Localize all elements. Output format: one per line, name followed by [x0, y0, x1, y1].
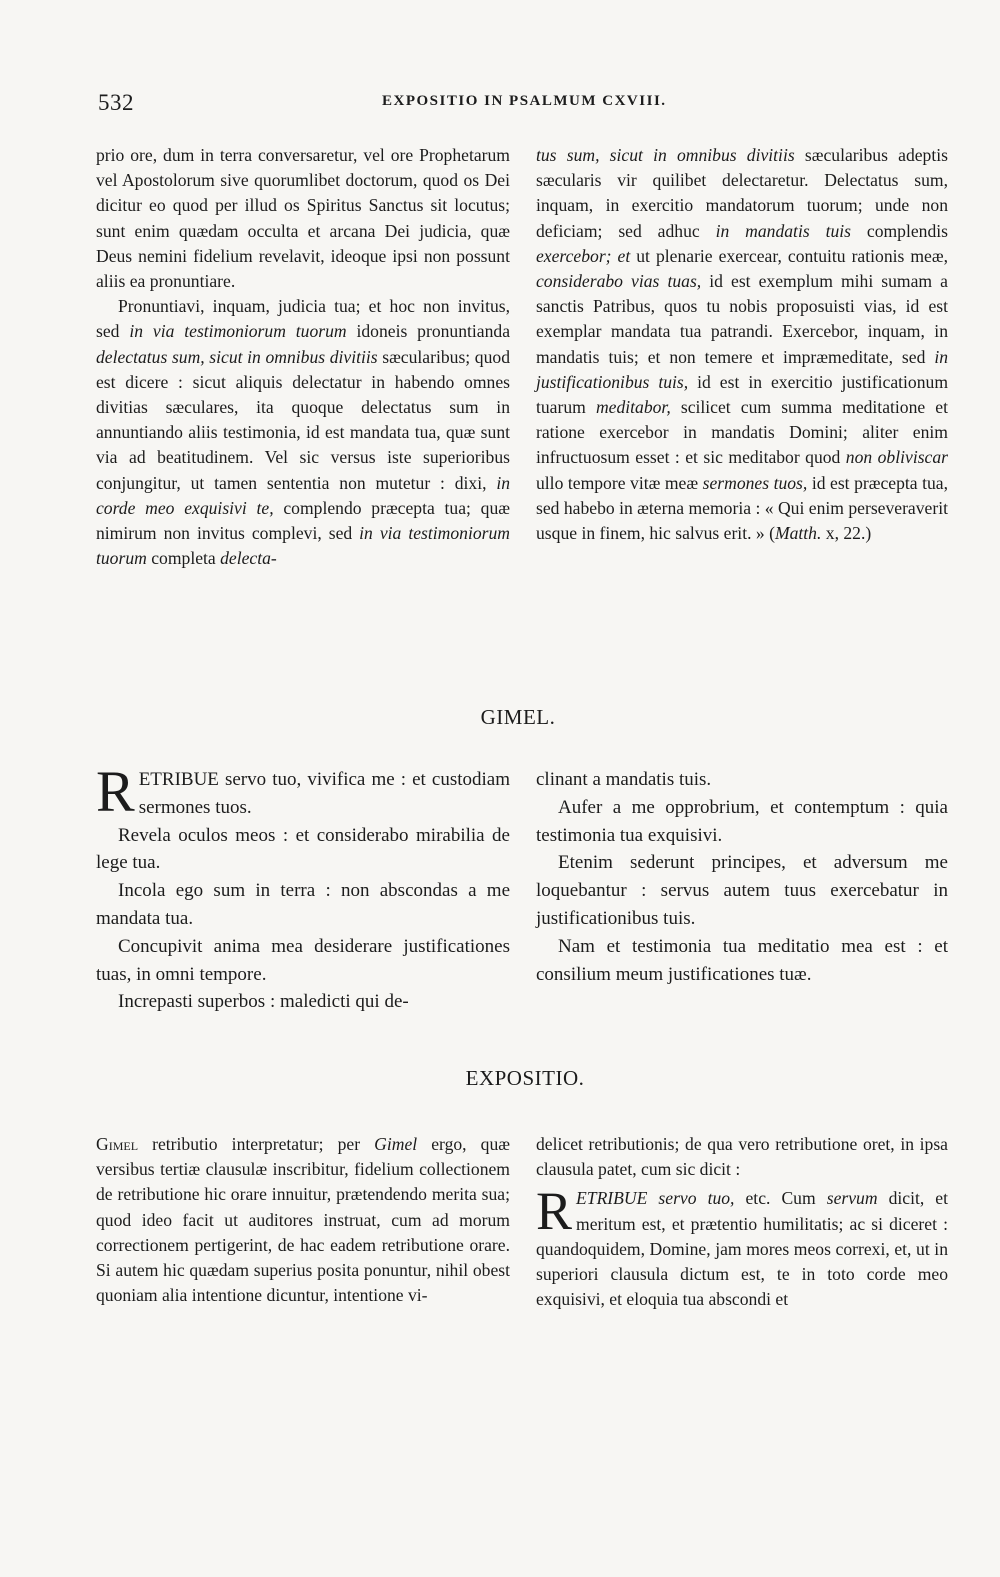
- expositio-left-column: [96, 1132, 510, 1308]
- psalm-verse: Increpasti superbos : maledicti qui de-: [118, 991, 409, 1013]
- section-heading-expositio: EXPOSITIO.: [465, 1066, 585, 1090]
- psalm-left-column: [96, 759, 510, 1016]
- paragraph: tus sum, sicut in omnibus divitiis sæcularibus adeptis sæcularis vir quilibet delectaretur. Delectatus sum, inquam, in exercitio mandatorum tuorum; unde non deficiam; sed adhuc in mandatis tuis complendis exercebor; et ut plenarie exercear, contuitu rationis meæ, considerabo vias tuas, id est exemplum mihi sumam a sanctis Patribus, quos tu nobis proposuisti vias, id est exemplar mandata tua patrandi. Exercebor, inquam, in mandatis tuis; et non temere et impræmeditate, sed in justificationibus tuis, id est in exercitio justificationum tuarum meditabor, scilicet cum summa meditatione et ratione exercebor in mandatis Domini; aliter enim infructuosum esset : et sic meditabor quod non obliviscar ullo tempore vitæ meæ sermones tuos, id est præcepta tua, sed habebo in æterna memoria : « Qui enim perseveraverit usque in finem, hic salvus erit. » (Matth. x, 22.): [536, 145, 949, 544]
- drop-cap: R: [96, 759, 135, 824]
- running-title: EXPOSITIO IN PSALMUM CXVIII.: [382, 93, 667, 109]
- top-left-column: [96, 143, 510, 571]
- section-heading-gimel: GIMEL.: [480, 705, 556, 729]
- paragraph-text: ETRIBUE servo tuo, etc. Cum servum dicit, et meritum est, et prætentio humilitatis; ac si diceret : quandoquidem, Domine, jam mores meos correxi, et, ut in superiori clausula dictum est, te in toto corde meo exquisivi, et eloquia tua abscondi et: [536, 1188, 948, 1310]
- psalm-verse: Etenim sederunt principes, et adversum me loquebantur : servus autem tuus exercebatur in justificationibus tuis.: [536, 852, 948, 929]
- paragraph: Gimel retributio interpretatur; per Gimel ergo, quæ versibus tertiæ clausulæ inscribitur, fidelium collectionem de retributione hic orare innuitur, prætendendo merita sua; quod ideo facit ut auditores instruat, cum ad morum correctionem pertigerint, de hac eadem retributione orare. Si autem hic quædam superius posita ponuntur, nihil obest quoniam alia intentione dicuntur, intentione vi-: [96, 1134, 510, 1306]
- psalm-right-column: [536, 766, 948, 988]
- page-number: 532: [98, 90, 134, 115]
- expositio-right-column: [536, 1132, 948, 1312]
- psalm-verse: Incola ego sum in terra : non abscondas a me mandata tua.: [96, 880, 510, 929]
- paragraph: prio ore, dum in terra conversaretur, vel ore Prophetarum vel Apostolorum sive quorumlibet doctorum, quod os Dei dicitur eo quod per illud os Spiritus Sanctus sit locutus; sunt enim quædam occulta et arcana Dei judicia, quæ Deus nemini fidelium revelavit, ideoque ipsi non possunt aliis ea pronuntiare.: [96, 145, 510, 292]
- paragraph-with-dropcap: [536, 1181, 948, 1312]
- psalm-verse-first: [96, 759, 510, 824]
- psalm-verse: Revela oculos meos : et considerabo mirabilia de lege tua.: [96, 824, 510, 874]
- verse-text: ETRIBUE servo tuo, vivifica me : et custodiam sermones tuos.: [138, 769, 510, 818]
- psalm-verse: clinant a mandatis tuis.: [536, 769, 712, 790]
- drop-cap: R: [536, 1181, 573, 1242]
- paragraph: Pronuntiavi, inquam, judicia tua; et hoc non invitus, sed in via testimoniorum tuorum idoneis pronuntianda delectatus sum, sicut in omnibus divitiis sæcularibus; quod est dicere : sicut aliquis delectatur in habendo omnes divitias sæculares, ita quoque delectatus sum in annuntiando aliis testimonia, id est mandata tua, quæ sunt via ad beatitudinem. Vel sic versus iste superioribus conjungitur, ut tamen sententia non mutetur : dixi, in corde meo exquisivi te, complendo præcepta tua; quæ nimirum non invitus complevi, sed in via testimoniorum tuorum completa delecta-: [96, 296, 511, 569]
- psalm-verse: Nam et testimonia tua meditatio mea est : et consilium meum justificationes tuæ.: [536, 935, 948, 985]
- paragraph: delicet retributionis; de qua vero retributione oret, in ipsa clausula patet, cum sic dicit :: [536, 1134, 948, 1180]
- top-right-column: [536, 143, 948, 546]
- psalm-verse: Concupivit anima mea desiderare justificationes tuas, in omni tempore.: [96, 935, 510, 985]
- psalm-verse: Aufer a me opprobrium, et contemptum : quia testimonia tua exquisivi.: [536, 796, 948, 846]
